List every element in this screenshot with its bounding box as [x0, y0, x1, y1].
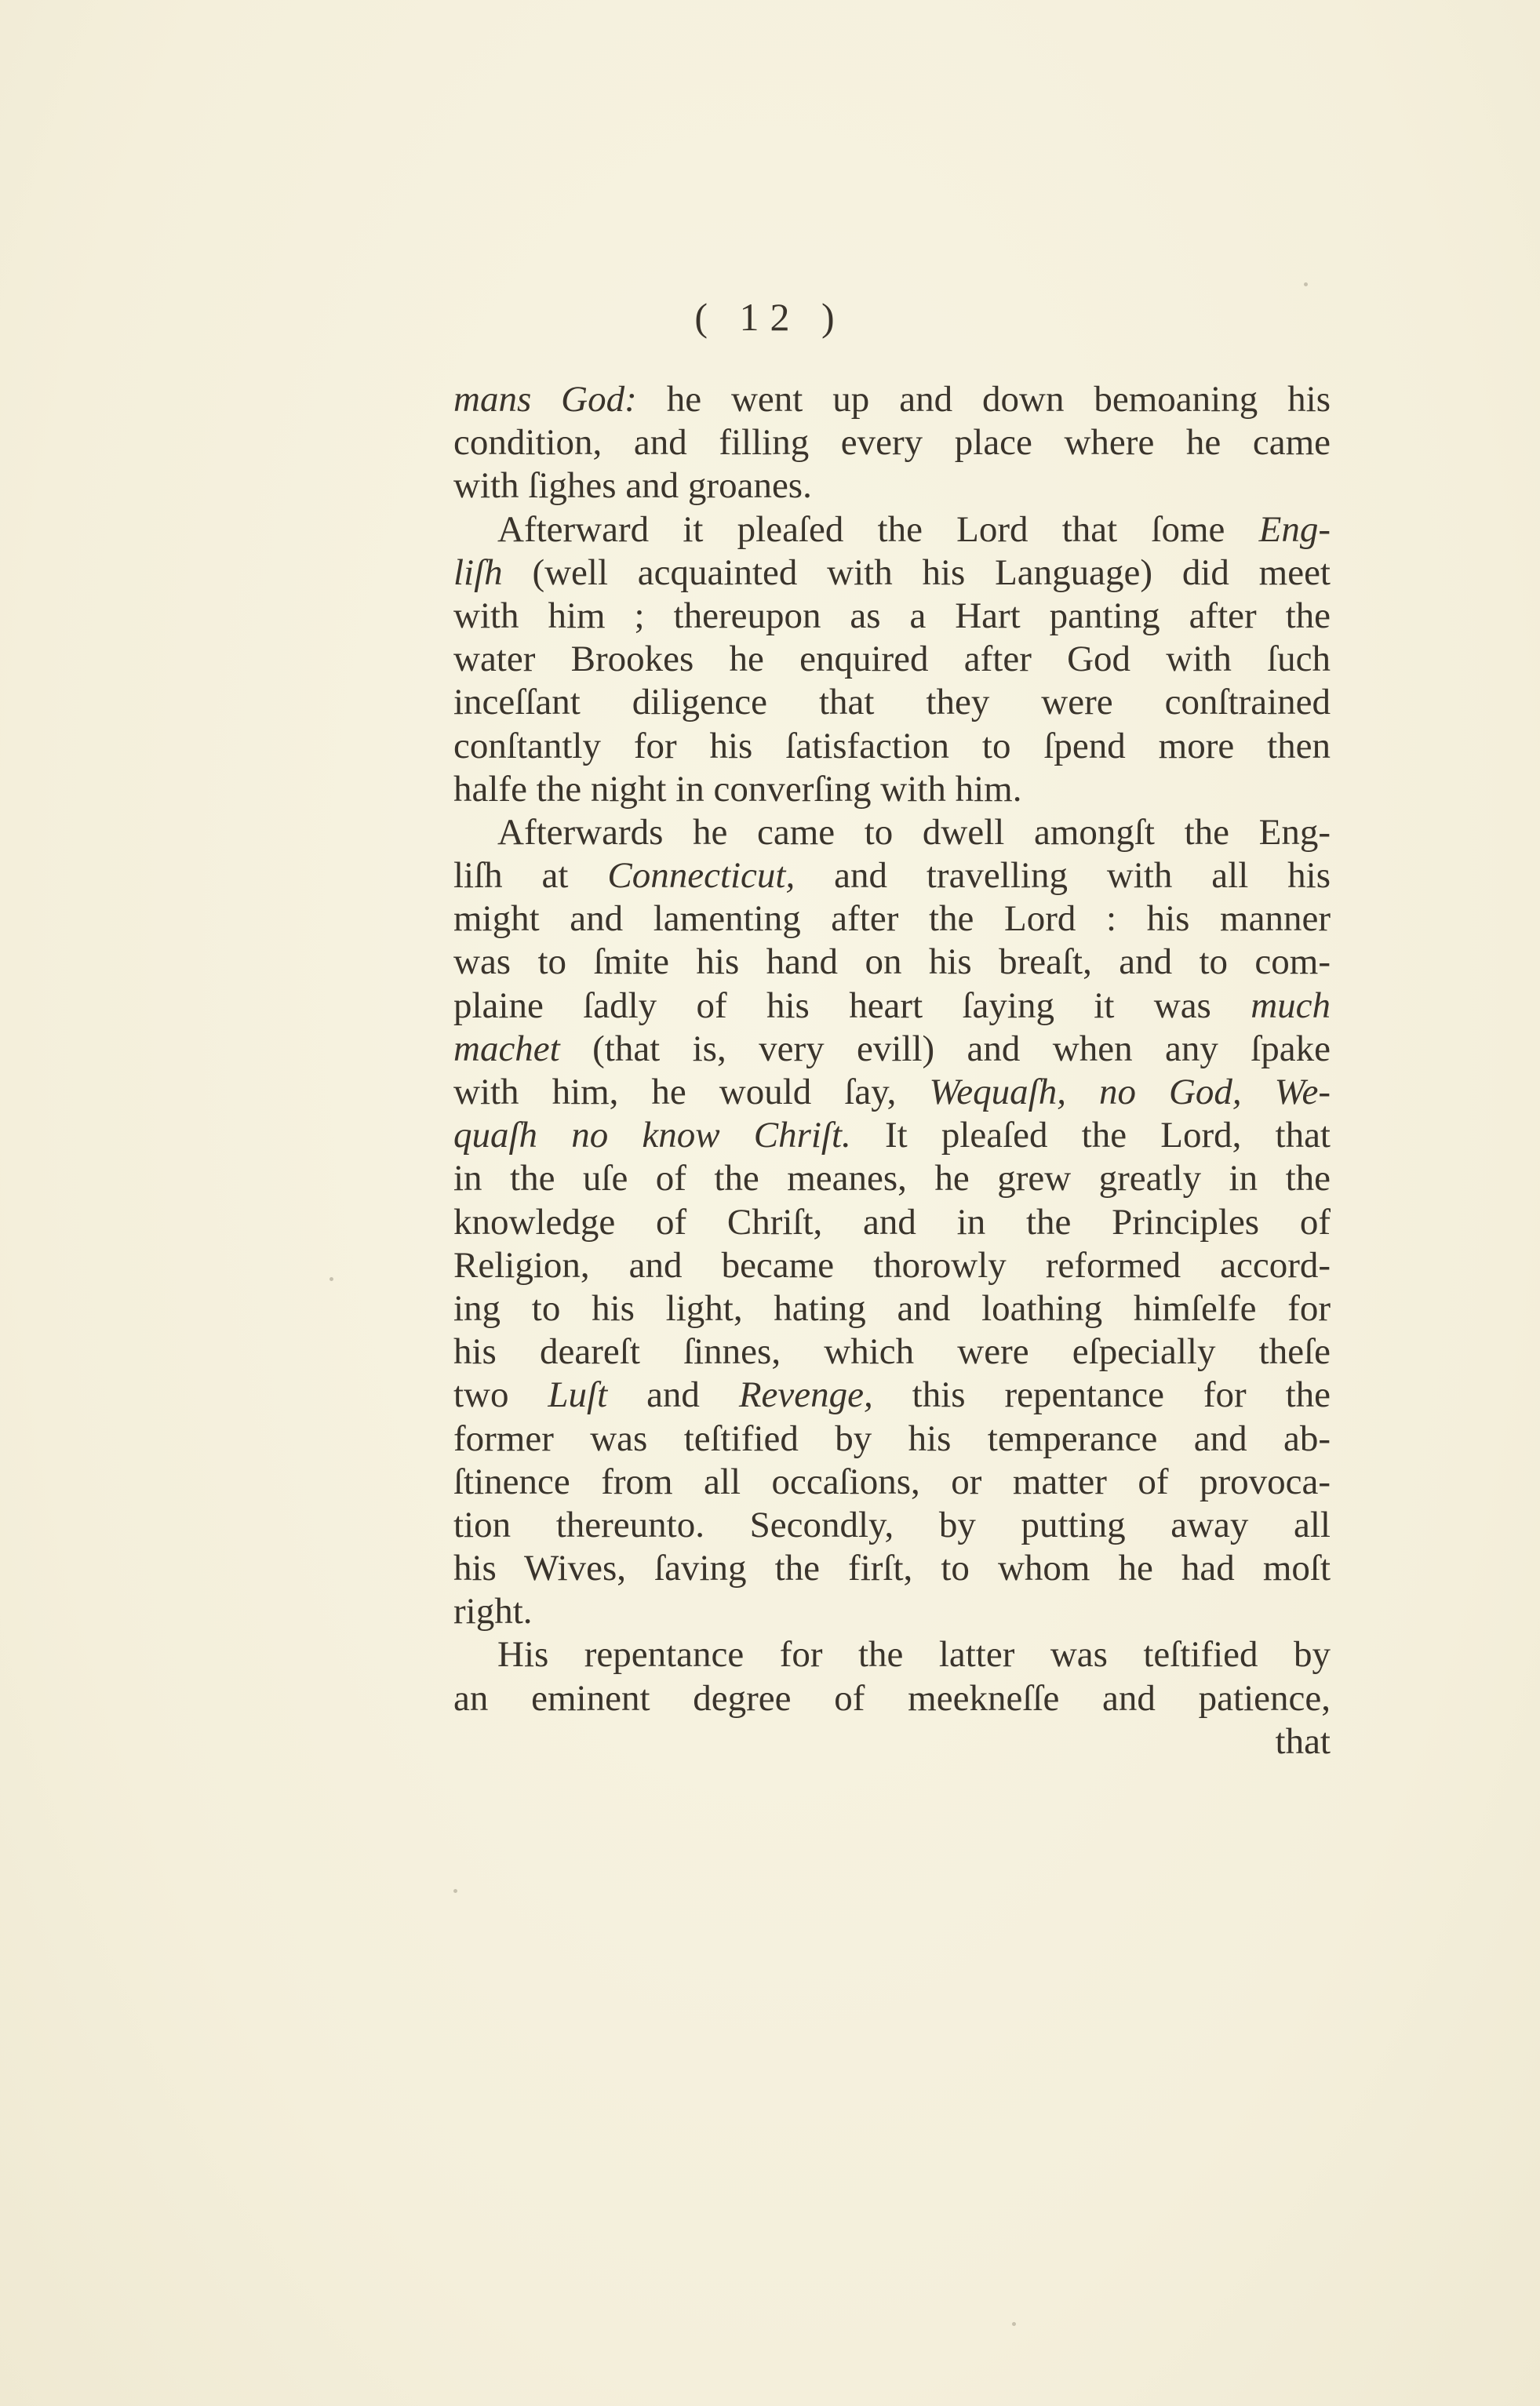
text-run: conſtantly for his ſatisfaction to ſpend more then	[453, 725, 1331, 766]
text-run: It pleaſed the Lord, that	[850, 1115, 1331, 1156]
italic-text: much	[1251, 985, 1331, 1026]
text-line	[453, 1677, 1331, 1720]
page-number: ( 12 )	[694, 295, 846, 339]
text-line	[453, 551, 1331, 595]
text-run: (well acquainted with his Language) did meet	[502, 551, 1331, 593]
text-line	[453, 811, 1331, 854]
text-line	[453, 464, 1331, 508]
text-run: this repentance for the	[872, 1374, 1331, 1416]
text-run: with him, he would ſay,	[453, 1072, 930, 1112]
text-run: his deareſt ſinnes, which were eſpecially theſe	[453, 1331, 1331, 1373]
text-run: tion thereunto. Secondly, by putting away all	[453, 1504, 1331, 1545]
text-line	[453, 768, 1331, 811]
text-run: Afterwards he came to dwell amongſt the Eng-	[497, 811, 1331, 853]
text-line	[453, 1157, 1331, 1200]
text-line	[453, 595, 1331, 638]
text-line	[453, 1071, 1331, 1114]
text-run: an eminent degree of meekneſſe and patience,	[453, 1677, 1331, 1719]
text-run: his Wives, ſaving the firſt, to whom he had moſt	[453, 1548, 1331, 1589]
text-line	[453, 1287, 1331, 1330]
text-run: right.	[453, 1591, 533, 1633]
text-run: with ſighes and groanes.	[453, 465, 812, 507]
text-run: former was teſtified by his temperance and ab-	[453, 1418, 1331, 1459]
italic-text: mans God:	[453, 379, 637, 420]
text-line	[453, 725, 1331, 768]
text-run: Religion, and became thorowly reformed accord-	[453, 1244, 1331, 1286]
text-line	[453, 1418, 1331, 1461]
italic-text: machet	[453, 1028, 560, 1069]
text-run: knowledge of Chriſt, and in the Principles of	[453, 1201, 1331, 1243]
paper-speck	[453, 1889, 457, 1893]
text-run: might and lamenting after the Lord : his manner	[453, 898, 1331, 940]
text-line	[453, 985, 1331, 1028]
paper-speck	[329, 1277, 333, 1281]
text-run: ſtinence from all occaſions, or matter of provoca-	[453, 1461, 1331, 1502]
paper-speck	[1304, 282, 1308, 286]
text-run: halfe the night in converſing with him.	[453, 768, 1022, 810]
text-line	[453, 1547, 1331, 1590]
text-run: Afterward it pleaſed the Lord that ſome	[497, 508, 1259, 550]
body-text	[453, 378, 1331, 1764]
text-line	[453, 1461, 1331, 1504]
text-run: he went up and down bemoaning his	[636, 379, 1331, 420]
text-run: was to ſmite his hand on his breaſt, and to com-	[453, 941, 1331, 983]
text-run: and	[607, 1374, 739, 1416]
text-line	[453, 378, 1331, 421]
text-run: His repentance for the latter was teſtified by	[497, 1634, 1331, 1676]
text-line	[453, 681, 1331, 724]
text-run: plaine ſadly of his heart ſaying it was	[453, 985, 1251, 1026]
text-line	[453, 897, 1331, 941]
text-run: liſh at	[453, 855, 608, 897]
italic-text: Revenge,	[738, 1374, 873, 1416]
italic-text: Wequaſh, no God, We-	[929, 1072, 1331, 1112]
text-line	[453, 1028, 1331, 1071]
text-line	[453, 1201, 1331, 1244]
text-line	[453, 854, 1331, 897]
text-line	[453, 1374, 1331, 1417]
text-line	[453, 421, 1331, 464]
text-line	[453, 1590, 1331, 1633]
catchword: that	[1275, 1720, 1331, 1762]
text-line	[453, 1114, 1331, 1157]
text-run: water Brookes he enquired after God with ſuch	[453, 639, 1331, 680]
italic-text: Connecticut,	[607, 855, 795, 897]
italic-text: quaſh no know Chriſt.	[453, 1115, 851, 1156]
text-line	[453, 941, 1331, 984]
text-run: in the uſe of the meanes, he grew greatly in the	[453, 1158, 1331, 1199]
text-line	[453, 1330, 1331, 1374]
text-run: and travelling with all his	[795, 855, 1331, 897]
text-run: ing to his light, hating and loathing himſelfe for	[453, 1287, 1331, 1329]
text-line	[453, 508, 1331, 551]
italic-text: Luſt	[548, 1374, 608, 1416]
text-run: two	[453, 1374, 548, 1416]
text-run: with him ; thereupon as a Hart panting after the	[453, 595, 1331, 636]
italic-text: Eng-	[1258, 508, 1331, 550]
paper-speck	[1012, 2322, 1016, 2326]
text-run: condition, and filling every place where he came	[453, 422, 1331, 464]
italic-text: liſh	[453, 551, 503, 593]
text-line	[453, 1244, 1331, 1287]
text-run: inceſſant diligence that they were conſtrained	[453, 682, 1331, 723]
text-line	[453, 1504, 1331, 1547]
text-line	[453, 1633, 1331, 1676]
text-run: (that is, very evill) and when any ſpake	[559, 1028, 1331, 1069]
text-line	[453, 638, 1331, 681]
